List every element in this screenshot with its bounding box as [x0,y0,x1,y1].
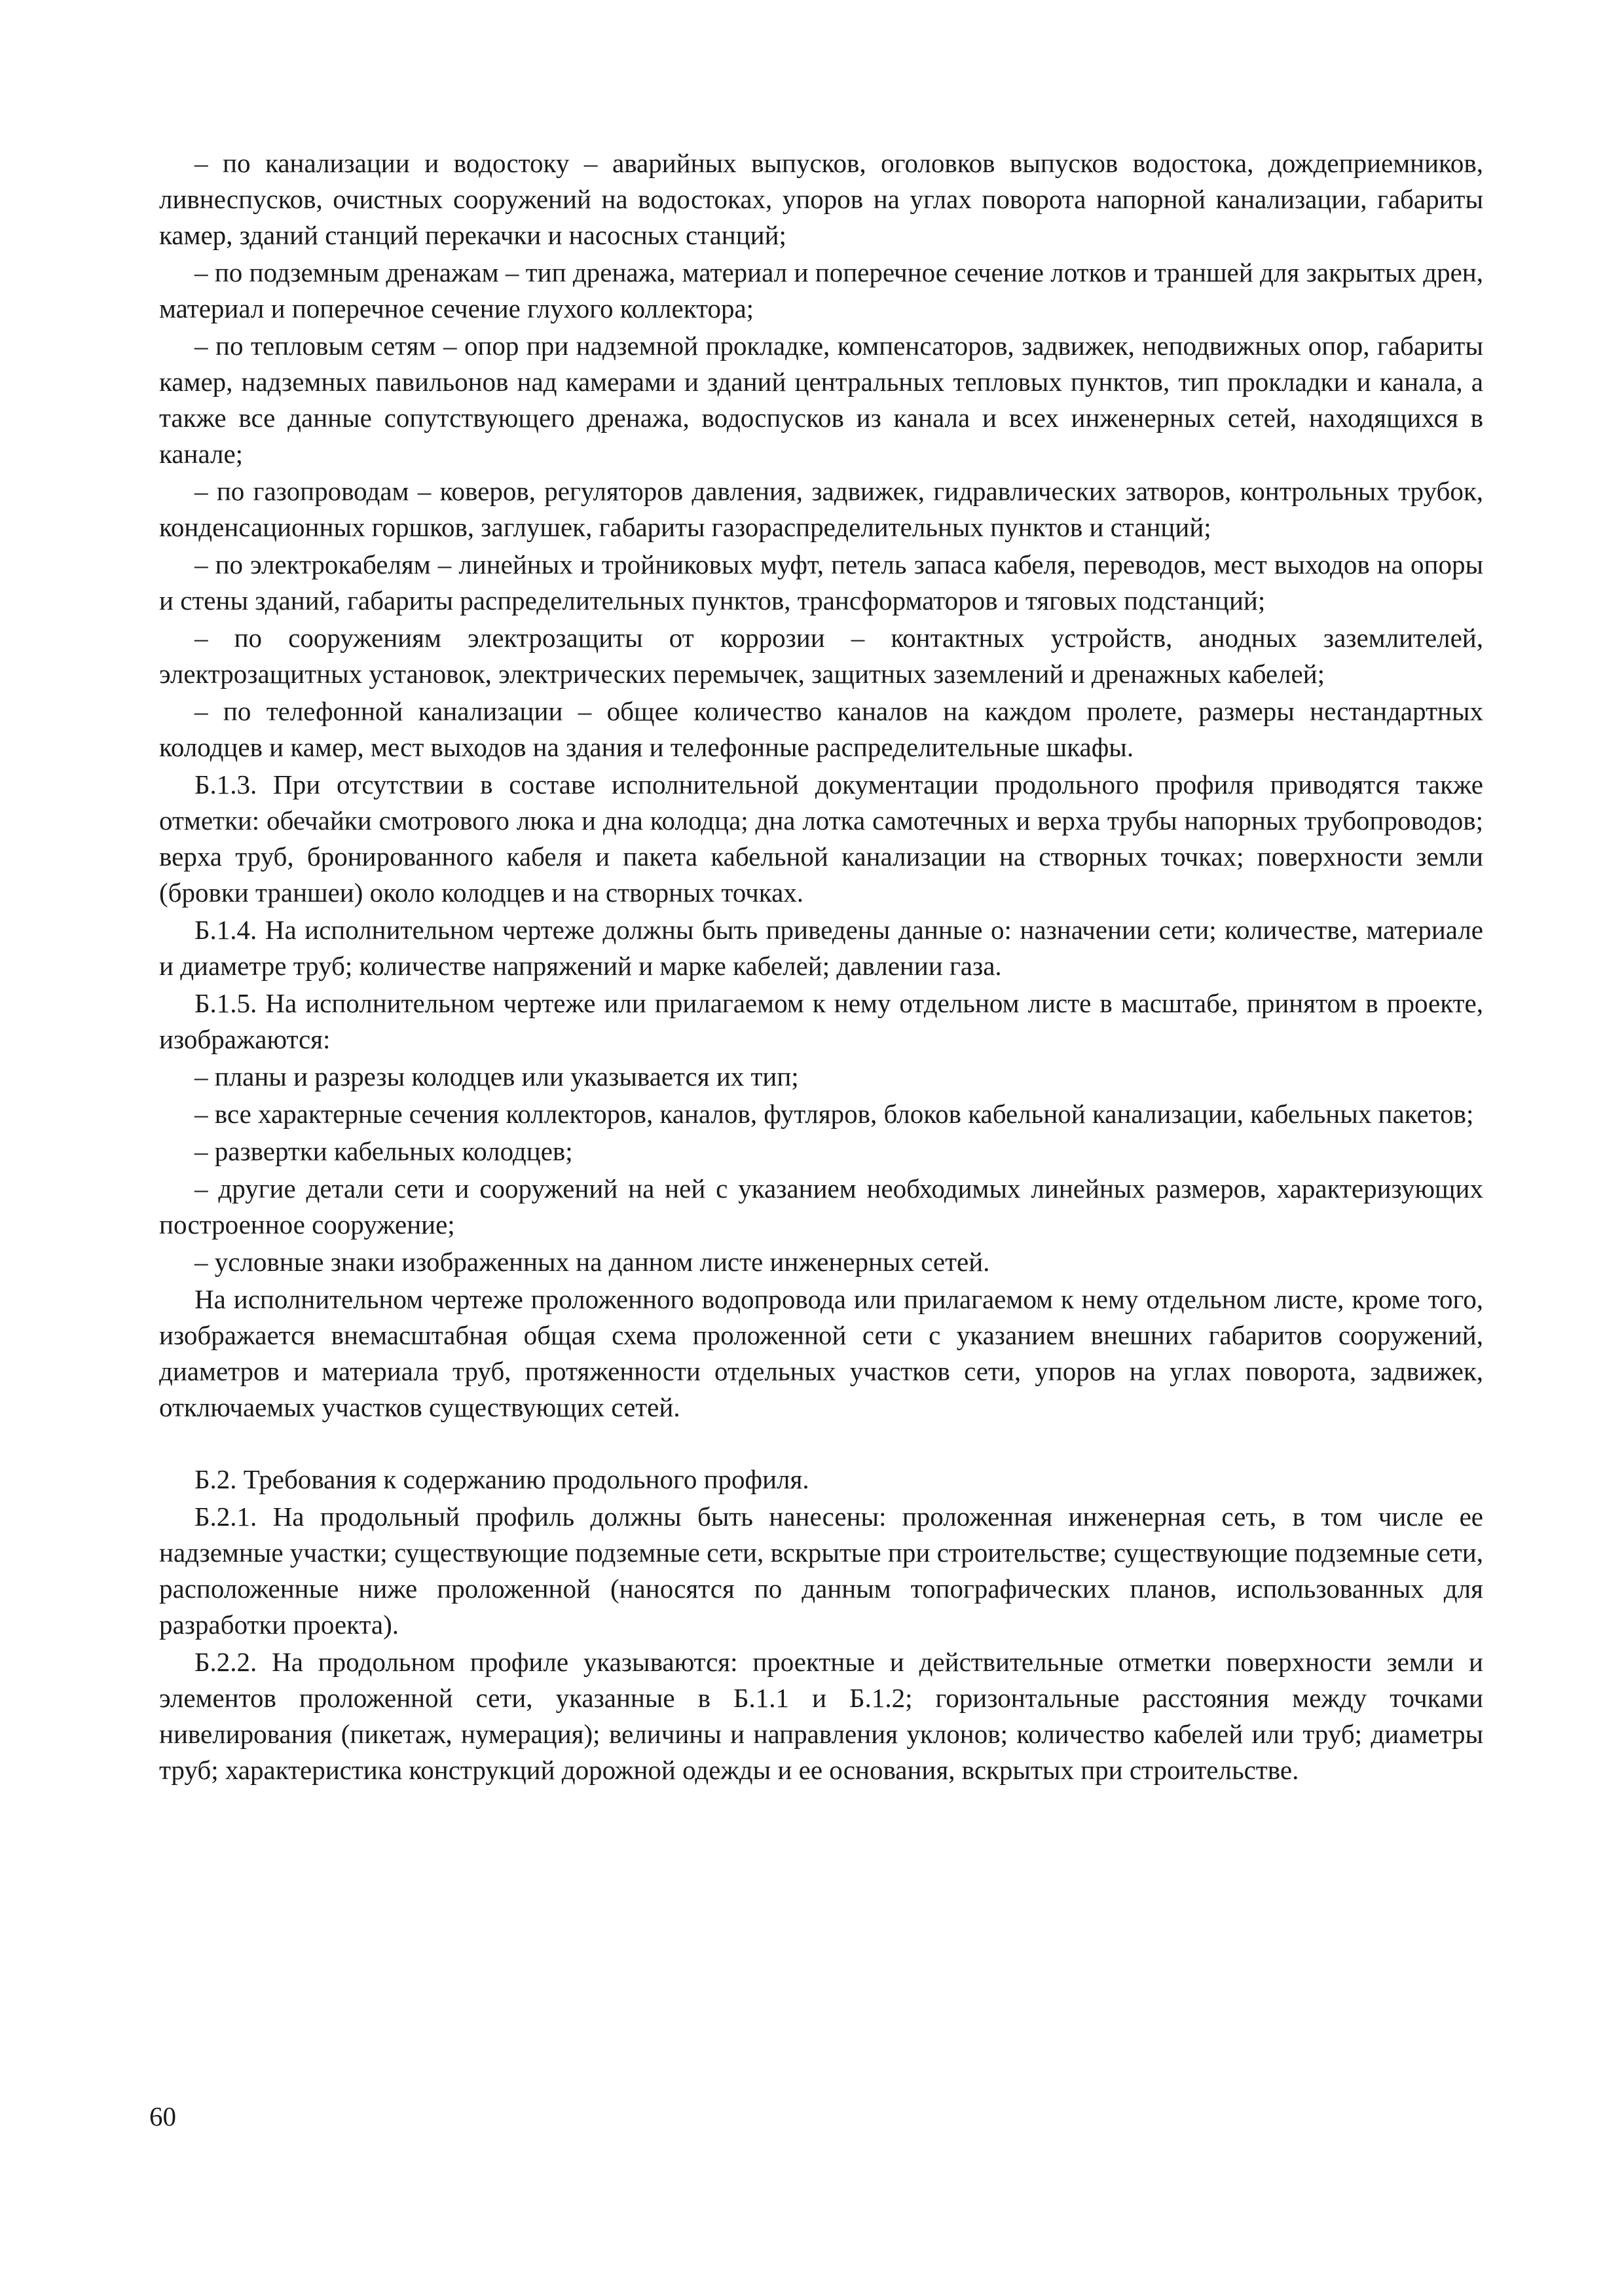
paragraph-b-1-3: Б.1.3. При отсутствии в составе исполнительной документации продольного профиля приводятся также отметки: обечайки смотрового люка и дна колодца; дна лотка самотечных и верха трубы напорных трубопроводов; верха труб, бронированного кабеля и пакета кабельной канализации на створных точках; поверхности земли (бровки траншеи) около колодцев и на створных точках. [159,769,1483,908]
page-number: 60 [149,2101,176,2131]
paragraph-sewerage: – по канализации и водостоку – аварийных выпусков, оголовков выпусков водостока, дождеприемников, ливнеспусков, очистных сооружений на водостоках, упоров на углах поворота напорной канализации, габариты камер, зданий станций перекачки и насосных станций; [159,148,1483,250]
paragraph-b-2-1: Б.2.1. На продольный профиль должны быть нанесены: проложенная инженерная сеть, в том числе ее надземные участки; существующие подземные сети, вскрытые при строительстве; существующие подземные сети, расположенные ниже проложенной (наносятся по данным топографических планов, использованных для разработки проекта). [159,1501,1483,1640]
paragraph-heating: – по тепловым сетям – опор при надземной прокладке, компенсаторов, задвижек, неподвижных опор, габариты камер, надземных павильонов над камерами и зданий центральных тепловых пунктов, тип прокладки и канала, а также все данные сопутствующего дренажа, водоспусков из канала и всех инженерных сетей, находящихся в канале; [159,331,1483,469]
list-item-sections: – все характерные сечения коллекторов, каналов, футляров, блоков кабельной канализации, кабельных пакетов; [194,1099,1474,1129]
list-item-developments: – развертки кабельных колодцев; [194,1136,573,1166]
paragraph-water-supply-scheme: На исполнительном чертеже проложенного водопровода или прилагаемом к нему отдельном листе, кроме того, изображается внемасштабная общая схема проложенной сети с указанием внешних габаритов сооружений, диаметров и материала труб, протяженности отдельных участков сети, упоров на углах поворота, задвижек, отключаемых участков существующих сетей. [159,1284,1483,1422]
list-item-symbols: – условные знаки изображенных на данном листе инженерных сетей. [194,1247,990,1277]
paragraph-b-1-4: Б.1.4. На исполнительном чертеже должны быть приведены данные о: назначении сети; количестве, материале и диаметре труб; количестве напряжений и марке кабелей; давлении газа. [159,915,1483,981]
paragraph-b-1-5: Б.1.5. На исполнительном чертеже или прилагаемом к нему отдельном листе в масштабе, принятом в проекте, изображаются: [159,988,1483,1054]
list-item-details: – другие детали сети и сооружений на ней с указанием необходимых линейных размеров, характеризующих построенное сооружение; [159,1173,1483,1240]
body-text [159,145,1483,1790]
paragraph-drainage: – по подземным дренажам – тип дренажа, материал и поперечное сечение лотков и траншей для закрытых дрен, материал и поперечное сечение глухого коллектора; [159,257,1483,323]
paragraph-b-2-2: Б.2.2. На продольном профиле указываются: проектные и действительные отметки поверхности земли и элементов проложенной сети, указанные в Б.1.1 и Б.1.2; горизонтальные расстояния между точками нивелирования (пикетаж, нумерация); величины и направления уклонов; количество кабелей или труб; диаметры труб; характеристика конструкций дорожной одежды и ее основания, вскрытых при строительстве. [159,1647,1483,1785]
section-heading-b-2: Б.2. Требования к содержанию продольного профиля. [194,1464,809,1494]
paragraph-power-cables: – по электрокабелям – линейных и тройниковых муфт, петель запаса кабеля, переводов, мест выходов на опоры и стены зданий, габариты распределительных пунктов, трансформаторов и тяговых подстанций; [159,549,1483,616]
paragraph-telephone: – по телефонной канализации – общее количество каналов на каждом пролете, размеры нестандартных колодцев и камер, мест выходов на здания и телефонные распределительные шкафы. [159,696,1483,762]
paragraph-gas: – по газопроводам – коверов, регуляторов давления, задвижек, гидравлических затворов, контрольных трубок, конденсационных горшков, заглушек, габариты газораспределительных пунктов и станций; [159,476,1483,542]
paragraph-corrosion-protection: – по сооружениям электрозащиты от коррозии – контактных устройств, анодных заземлителей, электрозащитных установок, электрических перемычек, защитных заземлений и дренажных кабелей; [159,623,1483,689]
list-item-wells: – планы и разрезы колодцев или указывается их тип; [194,1061,799,1092]
